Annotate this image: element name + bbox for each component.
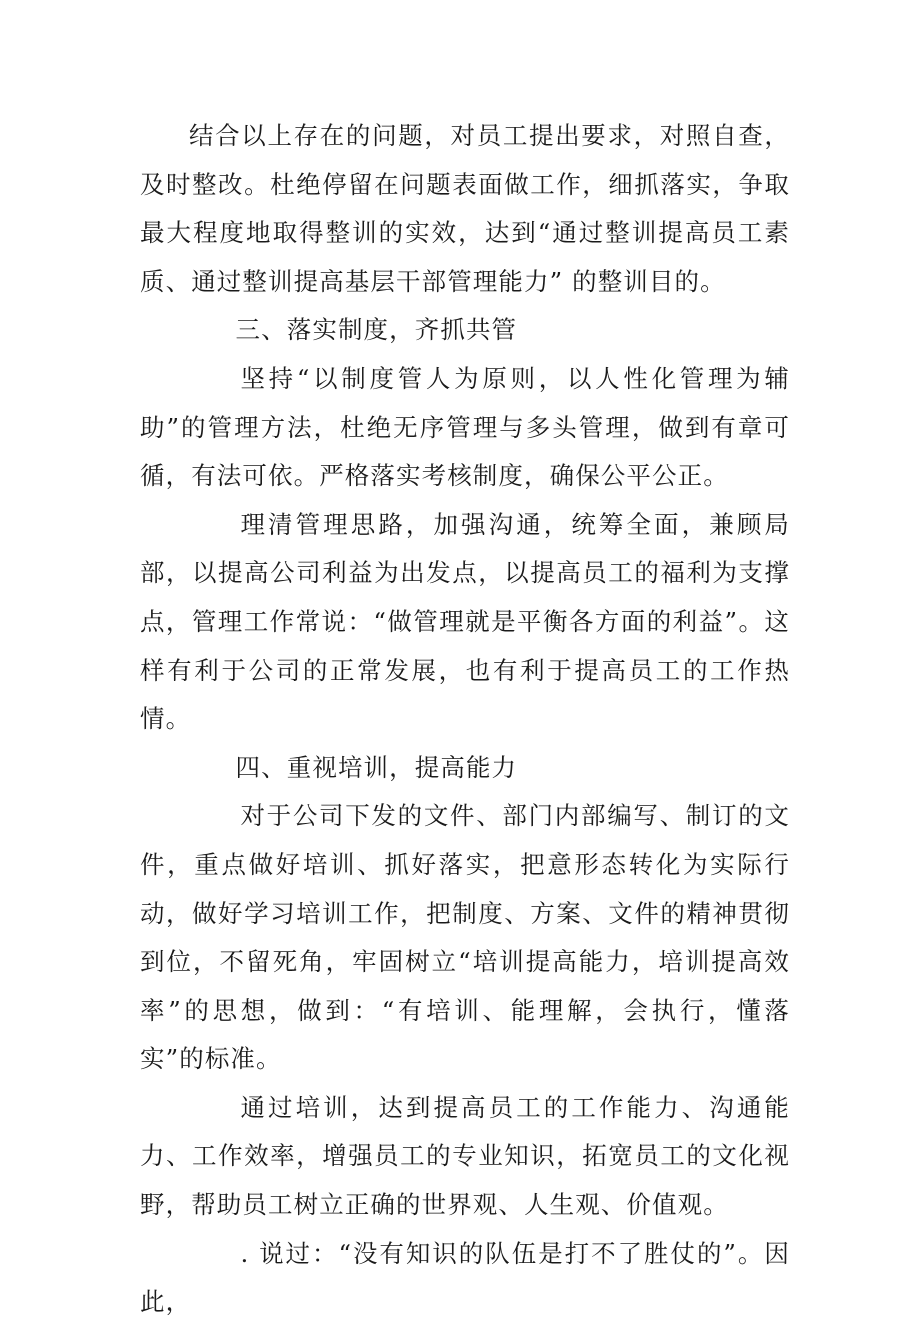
paragraph-knowledge-quote: . 说过：“没有知识的队伍是打不了胜仗的”。因此，	[140, 1238, 790, 1317]
paragraph-management-thinking: 理清管理思路，加强沟通，统筹全面，兼顾局部，以提高公司利益为出发点，以提高员工的福利为支撑点，管理工作常说：“做管理就是平衡各方面的利益”。这样有利于公司的正常发展，也有利于提高员工的工作热情。	[140, 509, 790, 734]
section-heading-four: 四、重视培训，提高能力	[235, 752, 518, 782]
paragraph-training-goals: 通过培训，达到提高员工的工作能力、沟通能力、工作效率，增强员工的专业知识，拓宽员工的文化视野，帮助员工树立正确的世界观、人生观、价值观。	[140, 1092, 790, 1220]
paragraph-system-management: 坚持“以制度管人为原则，以人性化管理为辅助”的管理方法，杜绝无序管理与多头管理，做到有章可循，有法可依。严格落实考核制度，确保公平公正。	[140, 363, 790, 491]
paragraph-rectification: 结合以上存在的问题，对员工提出要求，对照自查，及时整改。杜绝停留在问题表面做工作，细抓落实，争取最大程度地取得整训的实效，达到“通过整训提高员工素质、通过整训提高基层干部管理能力” 的整训目的。	[140, 121, 790, 296]
document-body	[140, 112, 790, 1327]
paragraph-training-documents: 对于公司下发的文件、部门内部编写、制订的文件，重点做好培训、抓好落实，把意形态转化为实际行动，做好学习培训工作，把制度、方案、文件的精神贯彻到位，不留死角，牢固树立“培训提高能力，培训提高效率”的思想，做到：“有培训、能理解，会执行，懂落实”的标准。	[140, 801, 790, 1074]
section-heading-three: 三、落实制度，齐抓共管	[235, 315, 518, 345]
